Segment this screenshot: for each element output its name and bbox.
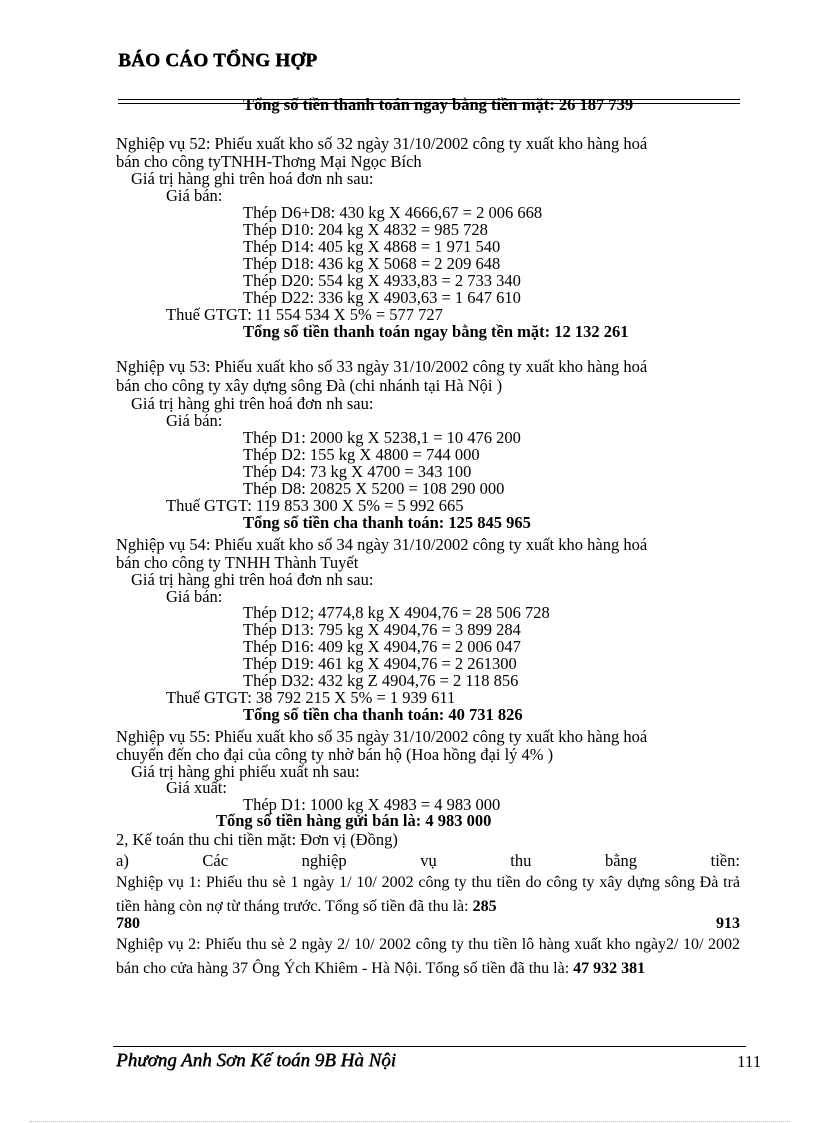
nv1-amount-part: 285 [472, 898, 497, 915]
nv54-vat: Thuế GTGT: 38 792 215 X 5% = 1 939 611 [166, 688, 456, 707]
sub-a-word: a) [116, 851, 129, 870]
nv54-line2: bán cho công ty TNHH Thành Tuyết [116, 553, 359, 572]
nv1-amount-part: 780 [116, 915, 140, 932]
nv55-line2: chuyển đến cho đại của công ty nhờ bán hộ (Hoa hồng đại lý 4% ) [116, 745, 554, 764]
nv52-vat: Thuế GTGT: 11 554 534 X 5% = 577 727 [166, 305, 443, 324]
nv54-line1 [116, 536, 647, 553]
nv52-item: Thép D10: 204 kg X 4832 = 985 728 [243, 220, 488, 239]
nv54-value-label: Giá trị hàng ghi trên hoá đơn nh sau: [131, 570, 374, 589]
nv52-lead: Nghiệp vụ 52: [116, 134, 211, 153]
footer-rule [113, 1046, 746, 1047]
nv55-value-label: Giá trị hàng ghi phiếu xuất nh sau: [131, 762, 360, 781]
nv53-vat: Thuế GTGT: 119 853 300 X 5% = 5 992 665 [166, 496, 464, 515]
nv53-line1 [116, 358, 647, 375]
nv53-item: Thép D4: 73 kg X 4700 = 343 100 [243, 462, 472, 481]
nv52-item: Thép D18: 436 kg X 5068 = 2 209 648 [243, 254, 501, 273]
nv53-desc: Phiếu xuất kho số 33 ngày 31/10/2002 công ty xuất kho hàng hoá [214, 357, 648, 376]
nv52-item: Thép D20: 554 kg X 4933,83 = 2 733 340 [243, 271, 521, 290]
nv54-item: Thép D12; 4774,8 kg X 4904,76 = 28 506 728 [243, 603, 550, 622]
nv54-desc: Phiếu xuất kho số 34 ngày 31/10/2002 công ty xuất kho hàng hoá [214, 535, 648, 554]
nv52-item: Thép D14: 405 kg X 4868 = 1 971 540 [243, 237, 501, 256]
section2-nv1-amount-line [116, 915, 740, 933]
nv53-item: Thép D8: 20825 X 5200 = 108 290 000 [243, 479, 505, 498]
nv52-item: Thép D22: 336 kg X 4903,63 = 1 647 610 [243, 288, 521, 307]
sub-a-word: thu [510, 851, 532, 870]
sub-a-word: vụ [420, 851, 437, 870]
nv1-amount-part: 913 [716, 915, 740, 932]
nv52-line2: bán cho công tyTNHH-Thơng Mại Ngọc Bích [116, 152, 422, 171]
nv52-desc: Phiếu xuất kho số 32 ngày 31/10/2002 công ty xuất kho hàng hoá [214, 134, 648, 153]
nv55-price-label: Giá xuất: [166, 778, 227, 797]
nv54-item: Thép D13: 795 kg X 4904,76 = 3 899 284 [243, 620, 521, 639]
sub-a-word: nghiệp [301, 851, 347, 870]
sub-a-word: tiền: [710, 851, 740, 870]
page-number: 111 [737, 1052, 762, 1071]
nv55-desc: Phiếu xuất kho số 35 ngày 31/10/2002 công ty xuất kho hàng hoá [214, 727, 648, 746]
nv1-text: Nghiệp vụ 1: Phiếu thu sè 1 ngày 1/ 10/ 2002 công ty thu tiền do công ty xây dựng sông Đà trả tiền hàng còn nợ từ tháng trước. Tổng số tiền đã thu là: [116, 874, 740, 915]
section2-heading: 2, Kế toán thu chi tiền mặt: Đơn vị (Đồng) [116, 830, 398, 849]
nv2-amount: 47 932 381 [573, 960, 646, 977]
top-total: Tổng số tiền thanh toán ngay bằng tiền mặt: 26 187 739 [243, 95, 634, 114]
nv52-price-label: Giá bán: [166, 186, 223, 205]
page-edge-dots [30, 1121, 790, 1122]
header-title: BÁO CÁO TỔNG HỢP [118, 50, 318, 71]
nv52-line1 [116, 135, 647, 152]
section2-nv2 [116, 933, 740, 981]
section2-sub-a [116, 852, 740, 869]
nv55-item: Thép D1: 1000 kg X 4983 = 4 983 000 [243, 795, 501, 814]
nv53-line2: bán cho công ty xây dựng sông Đà (chi nhánh tại Hà Nội ) [116, 376, 503, 395]
nv52-value-label: Giá trị hàng ghi trên hoá đơn nh sau: [131, 169, 374, 188]
nv55-lead: Nghiệp vụ 55: [116, 727, 211, 746]
nv2-text: Nghiệp vụ 2: Phiếu thu sè 2 ngày 2/ 10/ 2002 công ty thu tiền lô hàng xuất kho ngày2/ 10/ 2002 bán cho cửa hàng 37 Ông Ých Khiêm - Hà Nội. Tổng số tiền đã thu là: [116, 936, 740, 977]
nv54-lead: Nghiệp vụ 54: [116, 535, 211, 554]
nv55-total: Tổng số tiền hàng gửi bán là: 4 983 000 [216, 811, 492, 830]
nv53-item: Thép D2: 155 kg X 4800 = 744 000 [243, 445, 480, 464]
nv53-value-label: Giá trị hàng ghi trên hoá đơn nh sau: [131, 394, 374, 413]
nv52-total: Tổng số tiền thanh toán ngay bằng tền mặt: 12 132 261 [243, 322, 629, 341]
sub-a-word: Các [202, 851, 229, 870]
nv54-total: Tổng số tiền cha thanh toán: 40 731 826 [243, 705, 523, 724]
nv53-price-label: Giá bán: [166, 411, 223, 430]
nv54-item: Thép D16: 409 kg X 4904,76 = 2 006 047 [243, 637, 521, 656]
nv54-item: Thép D32: 432 kg Z 4904,76 = 2 118 856 [243, 671, 519, 690]
nv53-item: Thép D1: 2000 kg X 5238,1 = 10 476 200 [243, 428, 521, 447]
nv53-total: Tổng số tiền cha thanh toán: 125 845 965 [243, 513, 531, 532]
section2-nv1 [116, 871, 740, 919]
nv55-line1 [116, 728, 647, 745]
footer-author: Phương Anh Sơn Kế toán 9B Hà Nội [116, 1050, 396, 1071]
nv52-item: Thép D6+D8: 430 kg X 4666,67 = 2 006 668 [243, 203, 543, 222]
nv54-price-label: Giá bán: [166, 587, 223, 606]
sub-a-word: bằng [604, 851, 638, 870]
nv54-item: Thép D19: 461 kg X 4904,76 = 2 261300 [243, 654, 517, 673]
nv53-lead: Nghiệp vụ 53: [116, 357, 211, 376]
